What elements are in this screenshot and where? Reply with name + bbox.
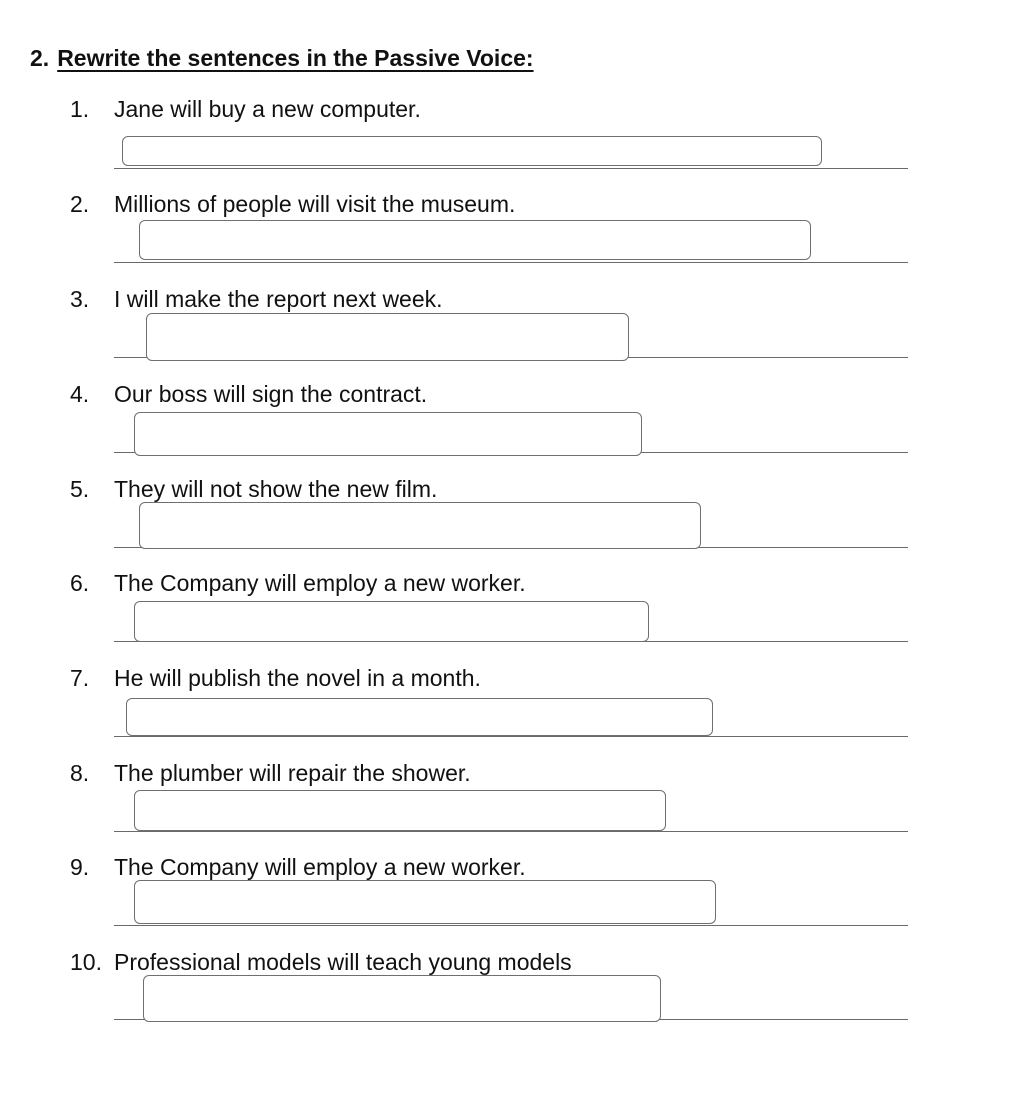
question-item: [0, 663, 1024, 753]
question-text: Professional models will teach young models: [114, 949, 572, 975]
exercise-title: Rewrite the sentences in the Passive Voice:: [57, 45, 534, 71]
question-text: The Company will employ a new worker.: [114, 854, 526, 880]
question-number: 6.: [70, 570, 90, 596]
answer-underline: [114, 262, 908, 263]
answer-underline: [114, 925, 908, 926]
question-number: 9.: [70, 854, 90, 880]
answer-underline: [114, 736, 908, 737]
question-item: [0, 94, 1024, 184]
answer-box[interactable]: [134, 880, 716, 924]
answer-box[interactable]: [139, 502, 701, 549]
question-number: 10.: [70, 949, 102, 975]
answer-box[interactable]: [134, 790, 666, 831]
question-number: 8.: [70, 760, 90, 786]
question-item: [0, 568, 1024, 658]
answer-underline: [114, 168, 908, 169]
answer-underline: [114, 831, 908, 832]
answer-box[interactable]: [146, 313, 629, 361]
answer-box[interactable]: [126, 698, 713, 736]
question-number: 7.: [70, 665, 90, 691]
question-number: 4.: [70, 381, 90, 407]
question-text: He will publish the novel in a month.: [114, 665, 481, 691]
answer-box[interactable]: [122, 136, 822, 166]
question-item: [0, 474, 1024, 564]
question-number: 1.: [70, 96, 90, 122]
question-item: [0, 189, 1024, 279]
question-text: I will make the report next week.: [114, 286, 443, 312]
question-text: They will not show the new film.: [114, 476, 438, 502]
question-item: [0, 284, 1024, 374]
answer-box[interactable]: [134, 412, 642, 456]
question-text: The Company will employ a new worker.: [114, 570, 526, 596]
exercise-number: 2.: [30, 45, 50, 71]
question-text: Jane will buy a new computer.: [114, 96, 421, 122]
exercise-heading: [30, 42, 534, 74]
question-item: [0, 379, 1024, 469]
answer-box[interactable]: [139, 220, 811, 260]
question-number: 2.: [70, 191, 90, 217]
question-text: Millions of people will visit the museum.: [114, 191, 516, 217]
question-number: 5.: [70, 476, 90, 502]
answer-box[interactable]: [134, 601, 649, 642]
question-item: [0, 947, 1024, 1037]
question-item: [0, 852, 1024, 942]
question-number: 3.: [70, 286, 90, 312]
question-text: The plumber will repair the shower.: [114, 760, 471, 786]
answer-box[interactable]: [143, 975, 661, 1022]
question-text: Our boss will sign the contract.: [114, 381, 428, 407]
question-item: [0, 758, 1024, 848]
